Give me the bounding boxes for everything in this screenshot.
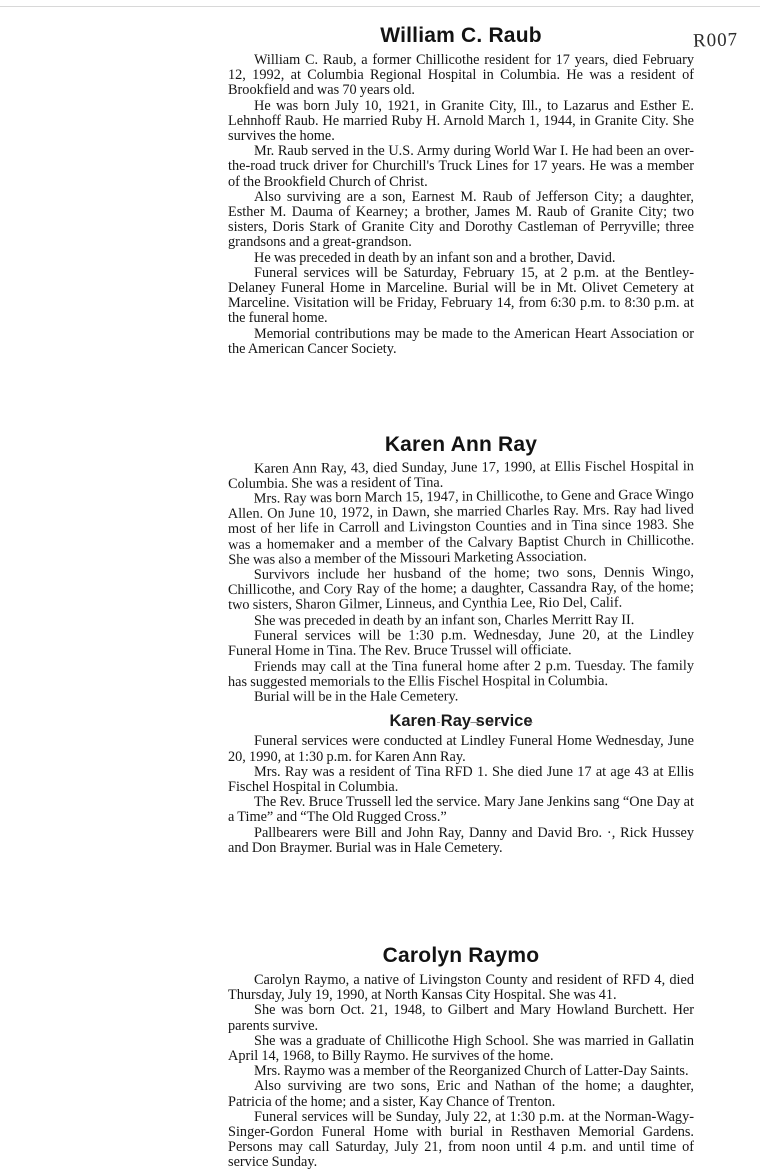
obituary-paragraph: Mrs. Ray was born March 15, 1947, in Chillicothe, to Gene and Grace Wingo Allen. On June 10, 1972, in Dawn, she married Charles Ray. Mrs. Ray had lived most of her life in Carroll and Livingston Counties and in Tina since 1983. She was a homemaker and a member of the Calvary Baptist Church in Chillicothe. She was also a member of the Missouri Marketing Association. [227, 486, 695, 569]
obituary-paragraph: He was preceded in death by an infant son and a brother, David. [254, 249, 616, 266]
obituary-paragraph: Also surviving are two sons, Eric and Nathan of the home; a daughter, Patricia of the home; and a sister, Kay Chance of Trenton. [228, 1078, 694, 1110]
obituary-paragraph: William C. Raub, a former Chillicothe resident for 17 years, died February 12, 1992, at Columbia Regional Hospital in Columbia. He was a resident of Brookfield and was 70 years old. [228, 52, 694, 99]
obituary-subsection-title: Karen Ray service [389, 712, 533, 731]
obituary-william-c-raub [228, 24, 694, 357]
obituary-paragraph: He was born July 10, 1921, in Granite City, Ill., to Lazarus and Esther E. Lehnhoff Raub. He married Ruby H. Arnold March 1, 1944, in Granite City. She survives the home. [228, 97, 694, 145]
obituary-karen-ann-ray [228, 433, 694, 856]
obituary-paragraph: She was preceded in death by an infant son, Charles Merritt Ray II. [253, 612, 635, 630]
obituary-paragraph: Carolyn Raymo, a native of Livingston County and resident of RFD 4, died Thursday, July 19, 1990, at North Kansas City Hospital. She was 41. [228, 971, 694, 1004]
obituary-paragraph: Mrs. Raymo was a member of the Reorganized Church of Latter-Day Saints. [254, 1063, 689, 1080]
obituary-paragraph: Funeral services will be Sunday, July 22, at 1:30 p.m. at the Norman-Wagy-Singer-Gordon Funeral Home with burial in Resthaven Memorial Gardens. Persons may call Saturday, July 21, from noon until 4 p.m. and until time of service Sunday. [228, 1108, 694, 1171]
obituary-paragraph: Memorial contributions may be made to the American Heart Association or the American Cancer Society. [228, 325, 694, 357]
obituary-title: Carolyn Raymo [382, 943, 540, 967]
obituary-paragraph: Friends may call at the Tina funeral home after 2 p.m. Tuesday. The family has suggested memorials to the Ellis Fischel Hospital in Columbia. [227, 657, 694, 690]
obituary-paragraph: Funeral services will be 1:30 p.m. Wednesday, June 20, at the Lindley Funeral Home in Tina. The Rev. Bruce Trussel will officiate. [227, 627, 694, 660]
section-spacer [228, 357, 694, 391]
obituary-carolyn-raymo [228, 944, 694, 1171]
section-spacer [228, 856, 694, 900]
obituary-paragraph: Also surviving are a son, Earnest M. Raub of Jefferson City; a daughter, Esther M. Dauma of Kearney; a brother, James M. Raub of Granite City; two sisters, Doris Stark of Granite City and Dorothy Castleman of Perryville; three grandsons and a great-grandson. [228, 188, 694, 251]
obituary-column [228, 24, 694, 1171]
obituary-paragraph: Mrs. Ray was a resident of Tina RFD 1. She died June 17 at age 43 at Ellis Fischel Hospital in Columbia. [228, 763, 694, 795]
obituary-paragraph: She was born Oct. 21, 1948, to Gilbert and Mary Howland Burchett. Her parents survive. [228, 1002, 694, 1034]
obituary-paragraph: Survivors include her husband of the home; two sons, Dennis Wingo, Chillicothe, and Cory Ray of the home; a daughter, Cassandra Ray, of the home; two sisters, Sharon Gilmer, Linneus, and Cynthia Lee, Rio Del, Calif. [227, 564, 695, 614]
archive-reference-mark: R007 [692, 29, 739, 52]
section-spacer [228, 900, 694, 944]
obituary-paragraph: She was a graduate of Chillicothe High School. She was married in Gallatin April 14, 1968, to Billy Raymo. He survives of the home. [228, 1032, 694, 1064]
obituary-title: William C. Raub [380, 24, 542, 47]
obituary-title: Karen Ann Ray [384, 433, 538, 457]
obituary-paragraph: Funeral services will be Saturday, February 15, at 2 p.m. at the Bentley-Delaney Funeral Home in Marceline. Burial will be in Mt. Olivet Cemetery at Marceline. Visitation will be Friday, February 14, from 6:30 p.m. to 8:30 p.m. at the funeral home. [228, 264, 694, 327]
obituary-paragraph: Pallbearers were Bill and John Ray, Danny and David Bro. ·, Rick Hussey and Don Braymer. Burial was in Hale Cemetery. [228, 824, 694, 856]
obituary-paragraph: Burial will be in the Hale Cemetery. [253, 688, 459, 706]
obituary-paragraph: Funeral services were conducted at Lindley Funeral Home Wednesday, June 20, 1990, at 1:30 p.m. for Karen Ann Ray. [228, 733, 694, 765]
page-top-edge [0, 0, 760, 7]
section-spacer [228, 391, 694, 433]
obituary-paragraph: Mr. Raub served in the U.S. Army during World War I. He had been an over-the-road truck driver for Churchill's Truck Lines for 17 years. He was a member of the Brookfield Church of Christ. [228, 143, 694, 190]
obituary-paragraph: The Rev. Bruce Trussell led the service. Mary Jane Jenkins sang “One Day at a Time” and “The Old Rugged Cross.” [228, 794, 694, 826]
obituary-paragraph: Karen Ann Ray, 43, died Sunday, June 17, 1990, at Ellis Fischel Hospital in Columbia. She was a resident of Tina. [227, 458, 694, 493]
